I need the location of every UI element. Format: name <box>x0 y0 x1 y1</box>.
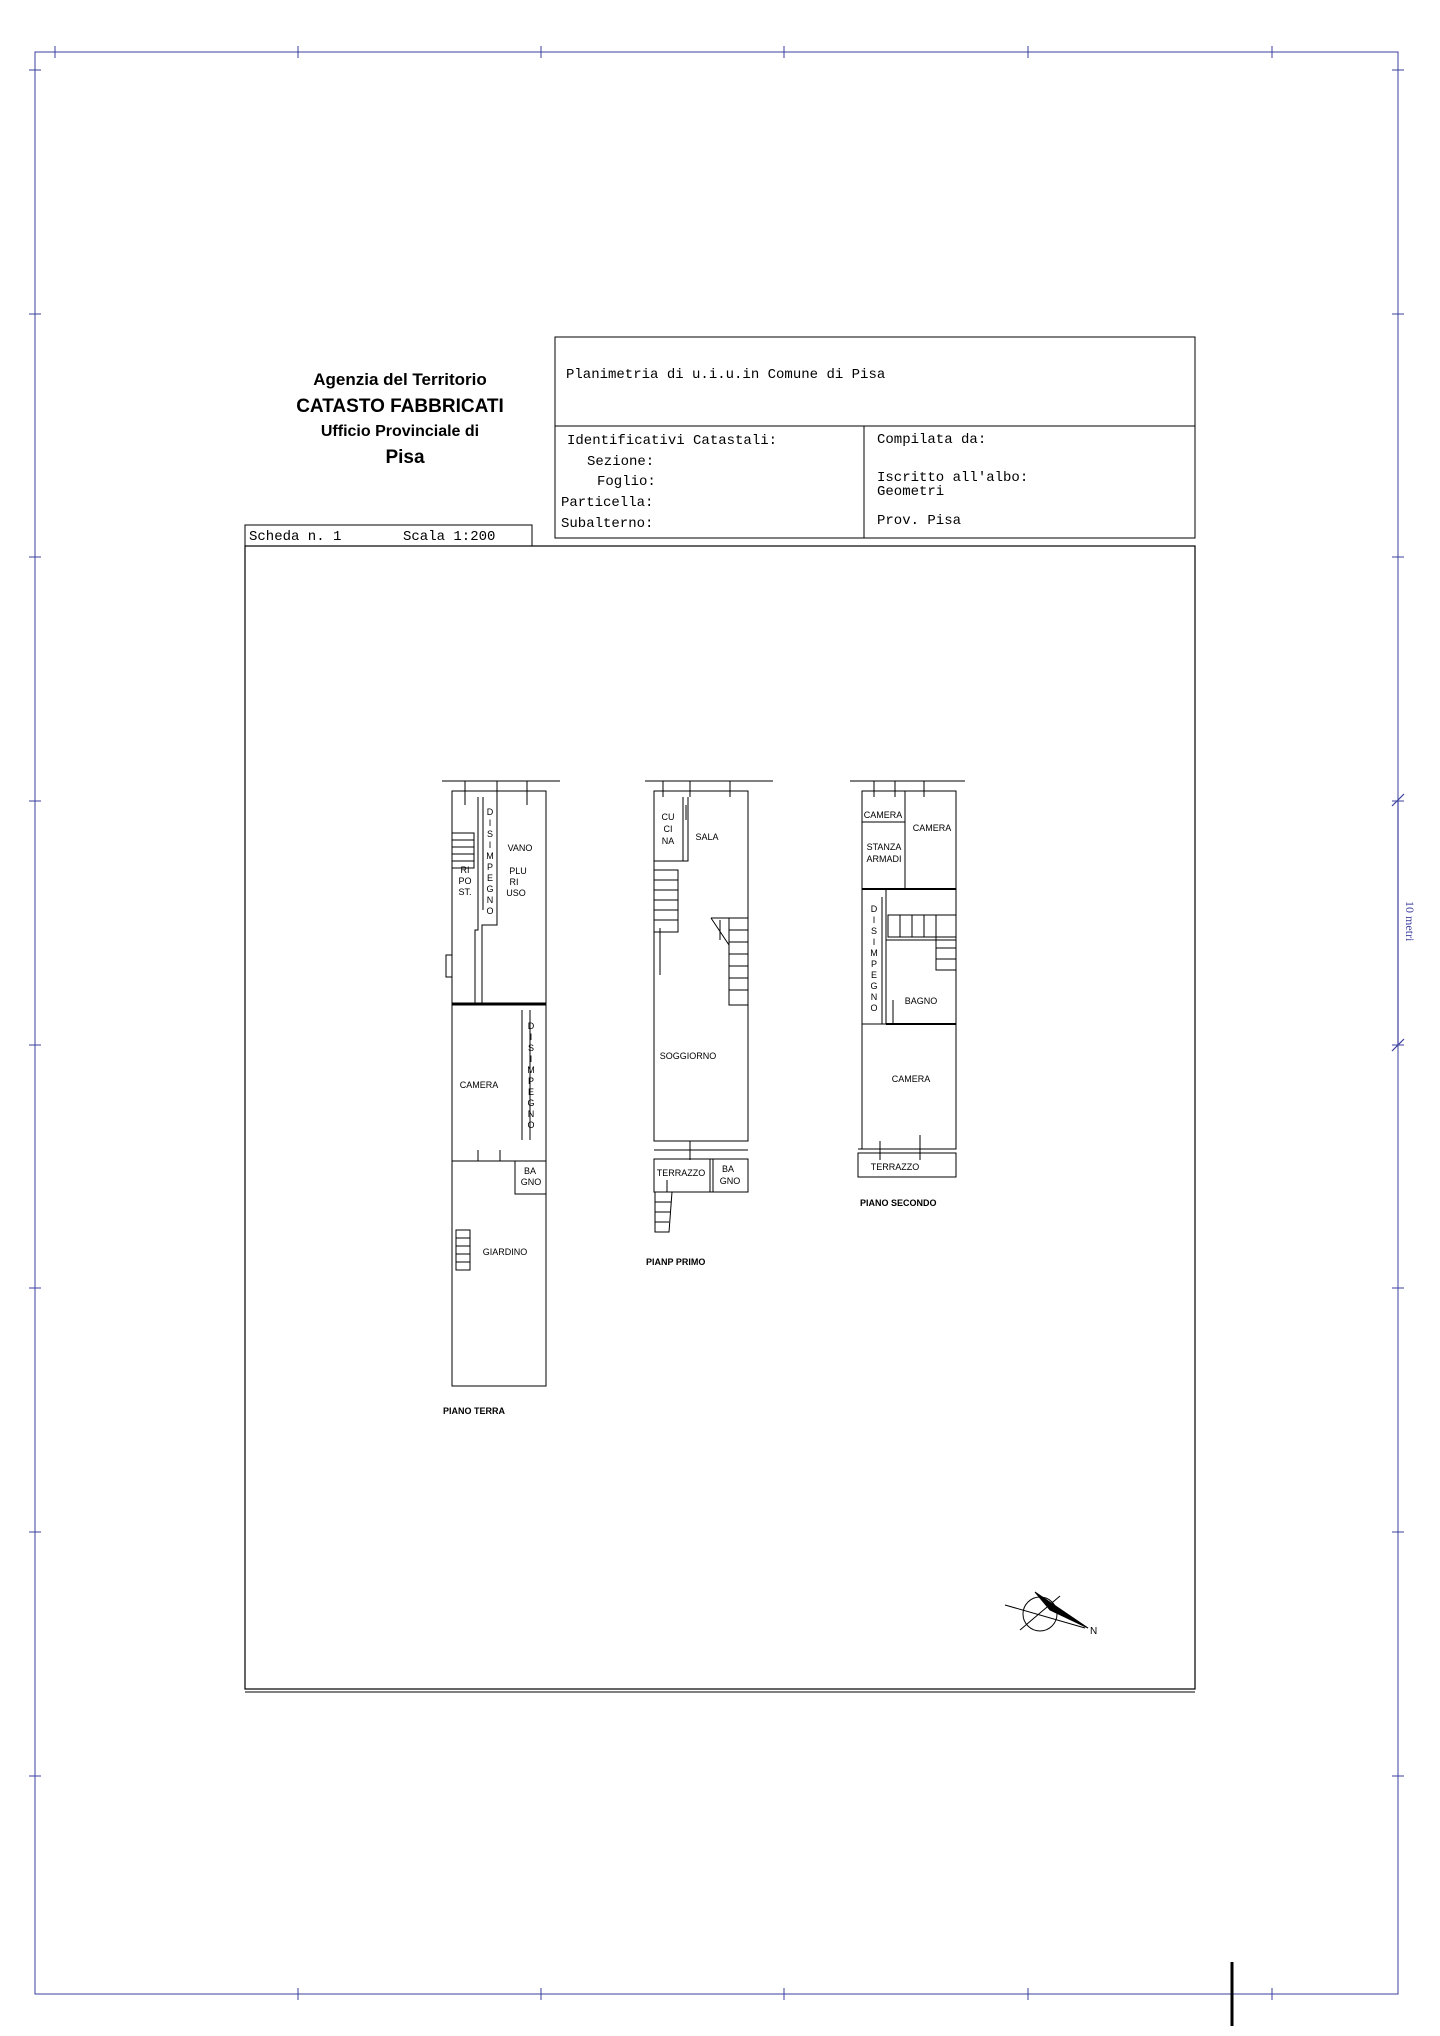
terra-disimpegno-mid-10: O <box>527 1120 535 1130</box>
secondo-terrazzo: TERRAZZO <box>870 1162 920 1172</box>
terra-disimpegno-mid-6: P <box>527 1076 535 1086</box>
iscritto-label: Iscritto all'albo: <box>877 470 1029 486</box>
terra-ripost-1: RI <box>460 865 470 875</box>
terra-disimpegno-mid-3: S <box>527 1043 535 1053</box>
terra-disimpegno-top-2: I <box>488 818 492 828</box>
terra-disimpegno-top-4: I <box>488 840 492 850</box>
primo-sala: SALA <box>695 832 719 842</box>
secondo-disimpegno-6: P <box>870 959 878 969</box>
outer-frame <box>29 46 1404 2000</box>
secondo-disimpegno-2: I <box>872 915 876 925</box>
terra-disimpegno-mid-4: I <box>529 1054 533 1064</box>
foglio-label: Foglio: <box>597 474 656 490</box>
terra-disimpegno-mid-1: D <box>527 1021 535 1031</box>
primo-cucina-1: CU <box>661 812 675 822</box>
primo-bagno-2: GNO <box>719 1176 741 1186</box>
primo-soggiorno: SOGGIORNO <box>659 1051 717 1061</box>
secondo-disimpegno-5: M <box>870 948 878 958</box>
terra-disimpegno-top-3: S <box>486 829 494 839</box>
primo-bagno-1: BA <box>721 1164 735 1174</box>
terra-disimpegno-mid-5: M <box>527 1065 535 1075</box>
north-arrow-icon <box>1005 1592 1088 1631</box>
secondo-camera-a: CAMERA <box>863 810 903 820</box>
secondo-disimpegno-3: S <box>870 926 878 936</box>
drawing-frame <box>245 546 1195 1692</box>
secondo-floor-name: PIANO SECONDO <box>860 1198 937 1208</box>
primo-floor-name: PIANP PRIMO <box>646 1257 706 1267</box>
subalterno-label: Subalterno: <box>561 516 654 532</box>
secondo-disimpegno-4: I <box>872 937 876 947</box>
terra-vano-4: USO <box>506 888 526 898</box>
secondo-disimpegno-1: D <box>870 904 878 914</box>
terra-disimpegno-top-8: G <box>486 884 494 894</box>
terra-floor-name: PIANO TERRA <box>443 1406 506 1416</box>
terra-disimpegno-mid-2: I <box>529 1032 533 1042</box>
sezione-label: Sezione: <box>587 454 655 470</box>
albo-value: Geometri <box>877 484 945 500</box>
terra-disimpegno-top-7: E <box>486 873 494 883</box>
terra-bagno-1: BA <box>523 1166 537 1176</box>
terra-disimpegno-mid-9: N <box>527 1109 535 1119</box>
ufficio-label: Ufficio Provinciale di <box>320 423 480 440</box>
secondo-bagno: BAGNO <box>904 996 938 1006</box>
terra-vano-1: VANO <box>507 843 533 853</box>
terra-disimpegno-mid-7: E <box>527 1087 535 1097</box>
scale-bar-label: 10 metri <box>1403 901 1417 942</box>
scheda-scale: Scala 1:200 <box>403 529 496 545</box>
terra-disimpegno-top-6: P <box>486 862 494 872</box>
scheda-number: Scheda n. 1 <box>249 529 342 545</box>
secondo-camera-b: CAMERA <box>912 823 952 833</box>
terra-bagno-2: GNO <box>520 1177 542 1187</box>
city-name: Pisa <box>385 447 425 468</box>
terra-disimpegno-top-5: M <box>486 851 494 861</box>
north-label: N <box>1090 1626 1098 1637</box>
terra-vano-3: RI <box>509 877 519 887</box>
secondo-disimpegno-9: N <box>870 992 878 1002</box>
title-text: Planimetria di u.i.u.in Comune di Pisa <box>566 367 886 383</box>
particella-label: Particella: <box>561 495 654 511</box>
compilata-label: Compilata da: <box>877 432 987 448</box>
primo-cucina-2: CI <box>663 824 673 834</box>
secondo-camera-c: CAMERA <box>891 1074 931 1084</box>
secondo-disimpegno-7: E <box>870 970 878 980</box>
catasto-title: CATASTO FABBRICATI <box>296 396 504 417</box>
secondo-stanza-armadi-1: STANZA <box>866 842 902 852</box>
identificativi-label: Identificativi Catastali: <box>567 433 778 449</box>
agency-name: Agenzia del Territorio <box>313 370 487 389</box>
terra-disimpegno-top-10: O <box>486 906 494 916</box>
secondo-disimpegno-10: O <box>870 1003 878 1013</box>
terra-vano-2: PLU <box>509 866 527 876</box>
primo-terrazzo: TERRAZZO <box>656 1168 706 1178</box>
terra-ripost-2: PO <box>458 876 472 886</box>
terra-disimpegno-top-9: N <box>486 895 494 905</box>
plan-piano-primo <box>645 781 773 1232</box>
terra-camera: CAMERA <box>459 1080 499 1090</box>
secondo-stanza-armadi-2: ARMADI <box>866 854 902 864</box>
terra-giardino: GIARDINO <box>482 1247 528 1257</box>
primo-cucina-3: NA <box>661 836 675 846</box>
terra-disimpegno-top-1: D <box>486 807 494 817</box>
secondo-disimpegno-8: G <box>870 981 878 991</box>
prov-value: Prov. Pisa <box>877 513 962 529</box>
terra-disimpegno-mid-8: G <box>527 1098 535 1108</box>
terra-ripost-3: ST. <box>458 887 472 897</box>
plan-piano-secondo <box>850 781 965 1177</box>
scale-bar <box>1392 794 1404 1051</box>
